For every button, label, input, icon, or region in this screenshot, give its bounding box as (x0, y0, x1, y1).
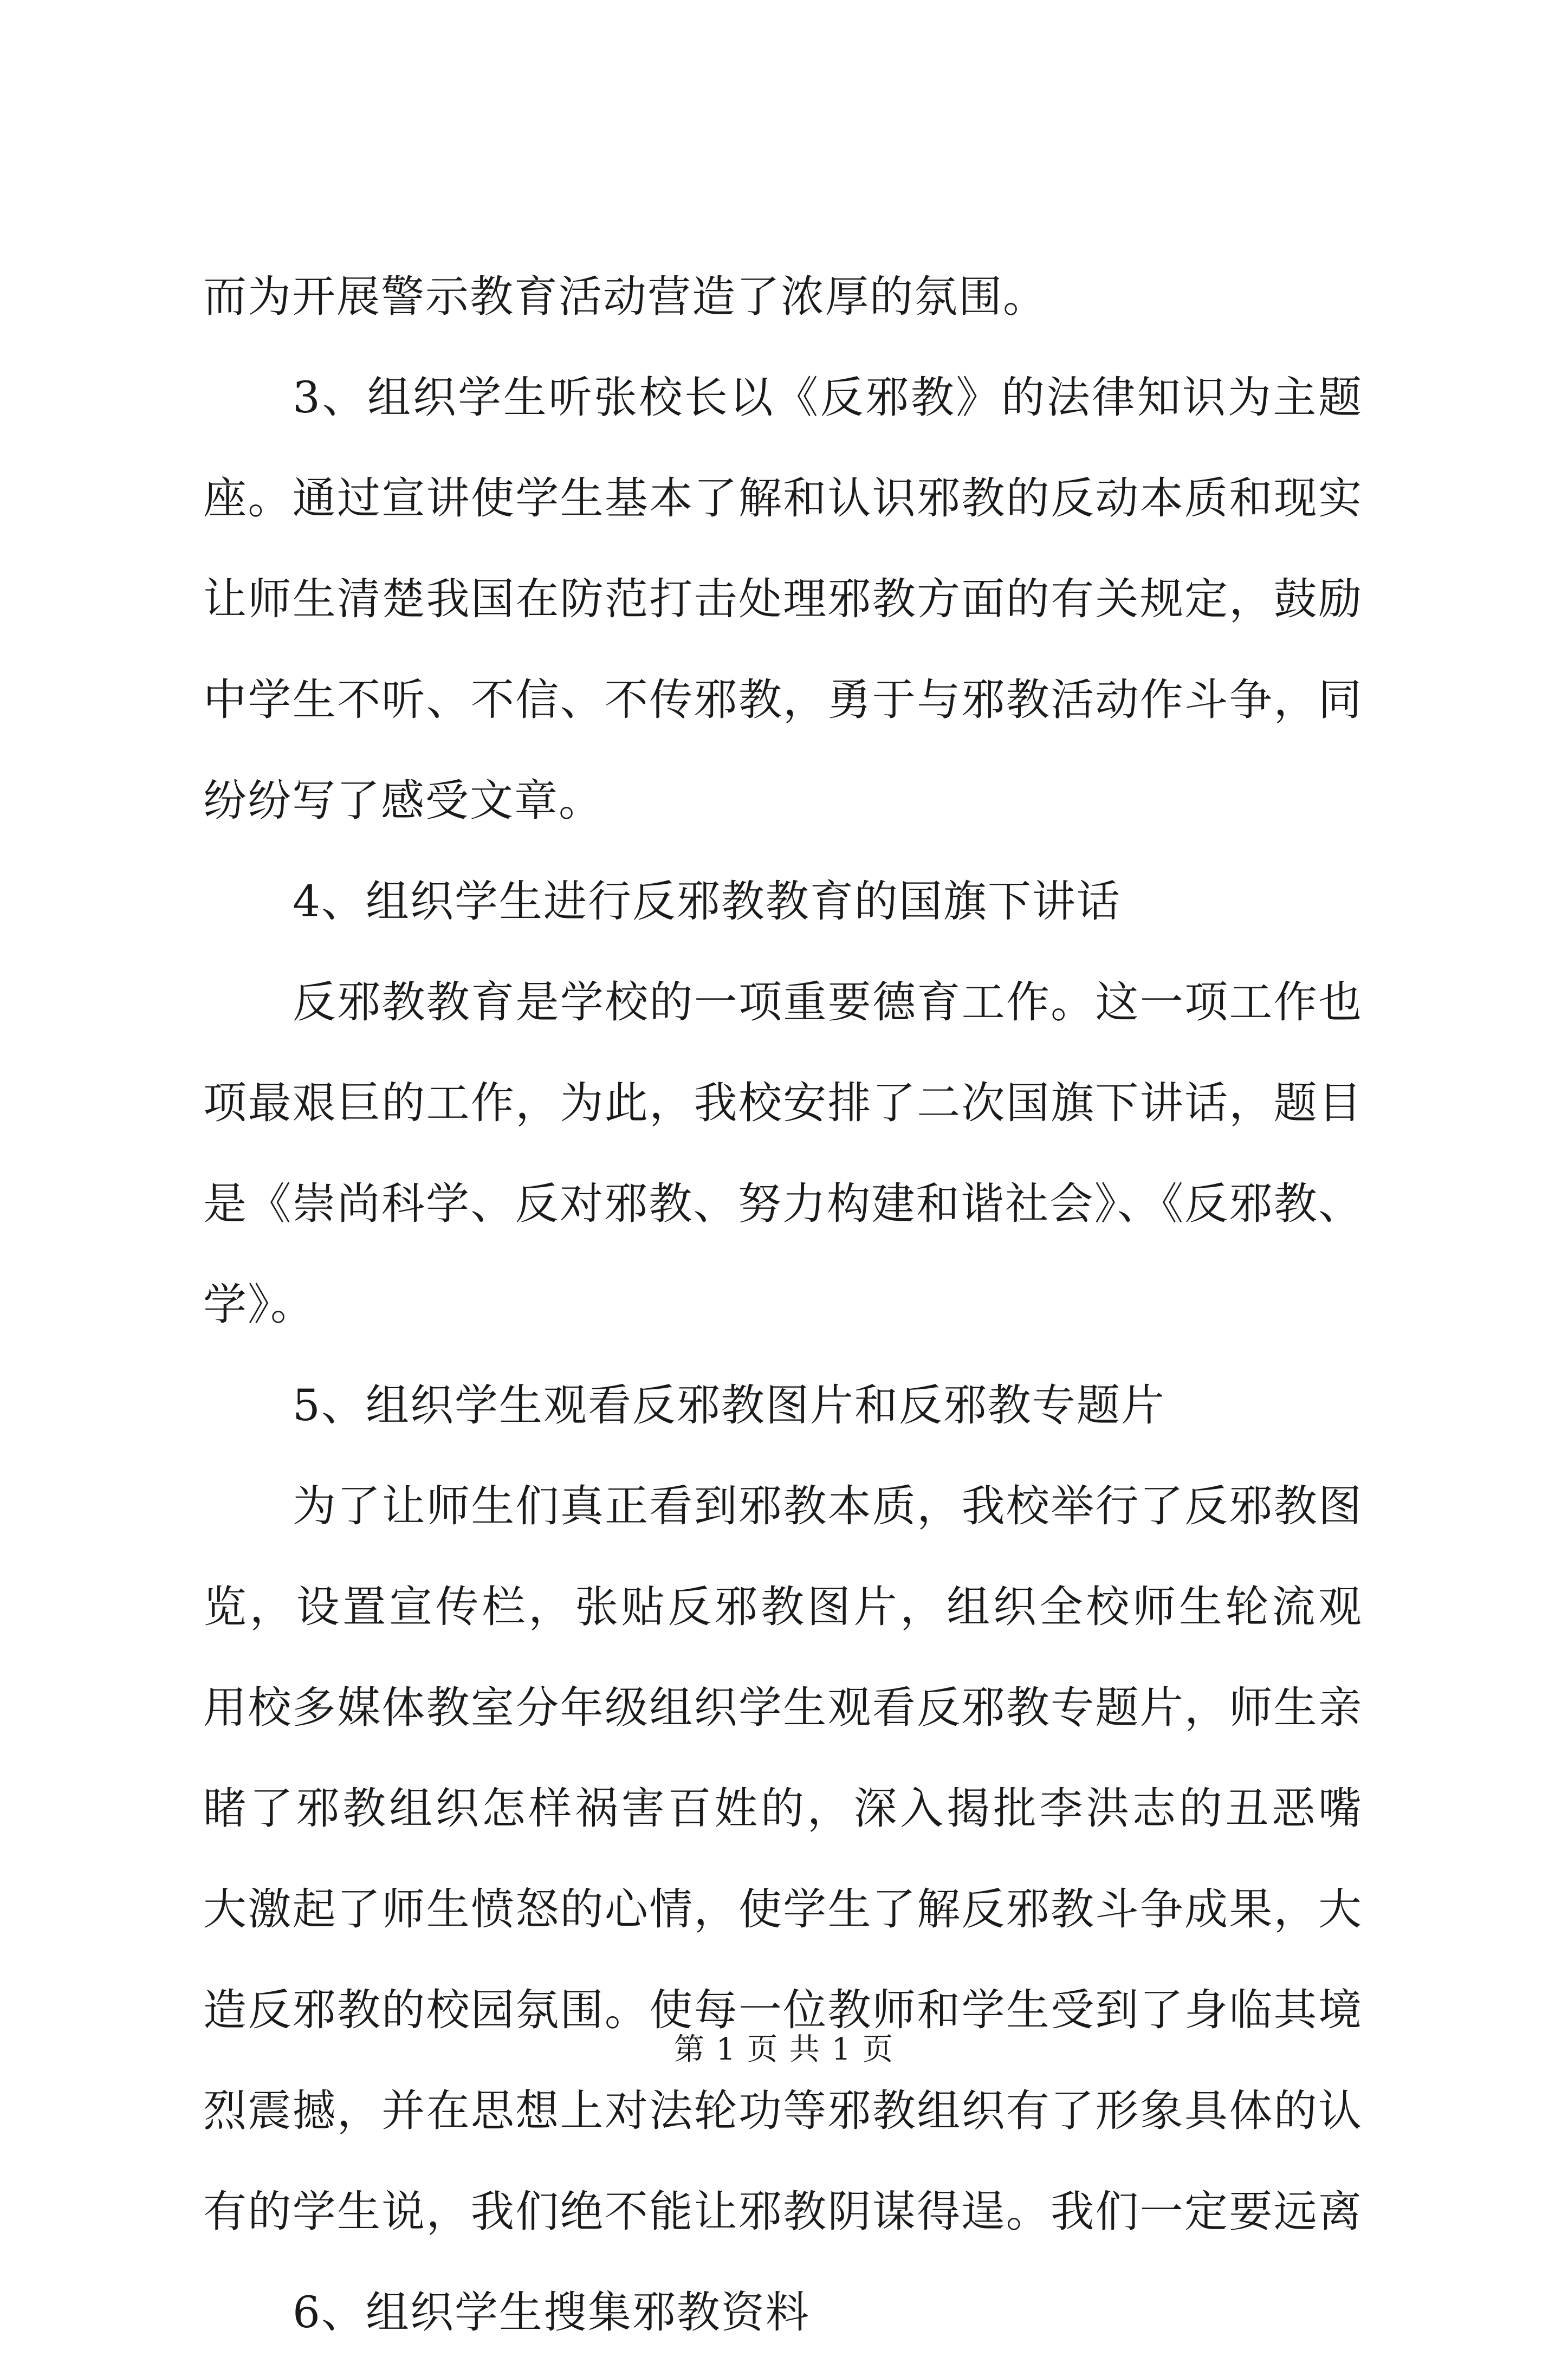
section-heading-3: 3、组织学生听张校长以《反邪教》的法律知识为主题 (293, 372, 1363, 423)
body-line: 座。通过宣讲使学生基本了解和认识邪教的反动本质和现实 (203, 473, 1363, 523)
body-line: 是《崇尚科学、反对邪教、努力构建和谐社会》、《反邪教、 (203, 1179, 1363, 1229)
body-line: 造反邪教的校园氛围。使每一位教师和学生受到了身临其境 (203, 1985, 1363, 2035)
body-line: 览，设置宣传栏，张贴反邪教图片，组织全校师生轮流观 (203, 1582, 1363, 1632)
body-line: 纷纷写了感受文章。 (203, 775, 603, 826)
body-line: 睹了邪教组织怎样祸害百姓的，深入揭批李洪志的丑恶嘴 (203, 1783, 1363, 1834)
body-line: 用校多媒体教室分年级组织学生观看反邪教专题片，师生亲 (203, 1682, 1363, 1733)
body-line: 大激起了师生愤怒的心情，使学生了解反邪教斗争成果，大 (203, 1884, 1363, 1934)
section-heading-6: 6、组织学生搜集邪教资料 (293, 2287, 810, 2338)
body-line: 而为开展警示教育活动营造了浓厚的氛围。 (203, 271, 1047, 322)
body-line: 让师生清楚我国在防范打击处理邪教方面的有关规定，鼓励 (203, 574, 1363, 624)
body-line: 烈震撼，并在思想上对法轮功等邪教组织有了形象具体的认 (203, 2086, 1363, 2136)
page-footer: 第 1 页 共 1 页 (673, 2032, 895, 2067)
section-heading-5: 5、组织学生观看反邪教图片和反邪教专题片 (293, 1380, 1165, 1430)
body-line: 有的学生说，我们绝不能让邪教阴谋得逞。我们一定要远离 (203, 2186, 1363, 2237)
section-heading-4: 4、组织学生进行反邪教教育的国旗下讲话 (293, 876, 1121, 927)
body-line: 项最艰巨的工作，为此，我校安排了二次国旗下讲话，题目 (203, 1078, 1363, 1128)
body-line: 学》。 (203, 1279, 315, 1330)
body-line: 中学生不听、不信、不传邪教，勇于与邪教活动作斗争，同 (203, 675, 1363, 725)
body-line: 为了让师生们真正看到邪教本质，我校举行了反邪教图 (293, 1481, 1363, 1531)
body-line: 反邪教教育是学校的一项重要德育工作。这一项工作也 (293, 977, 1363, 1027)
